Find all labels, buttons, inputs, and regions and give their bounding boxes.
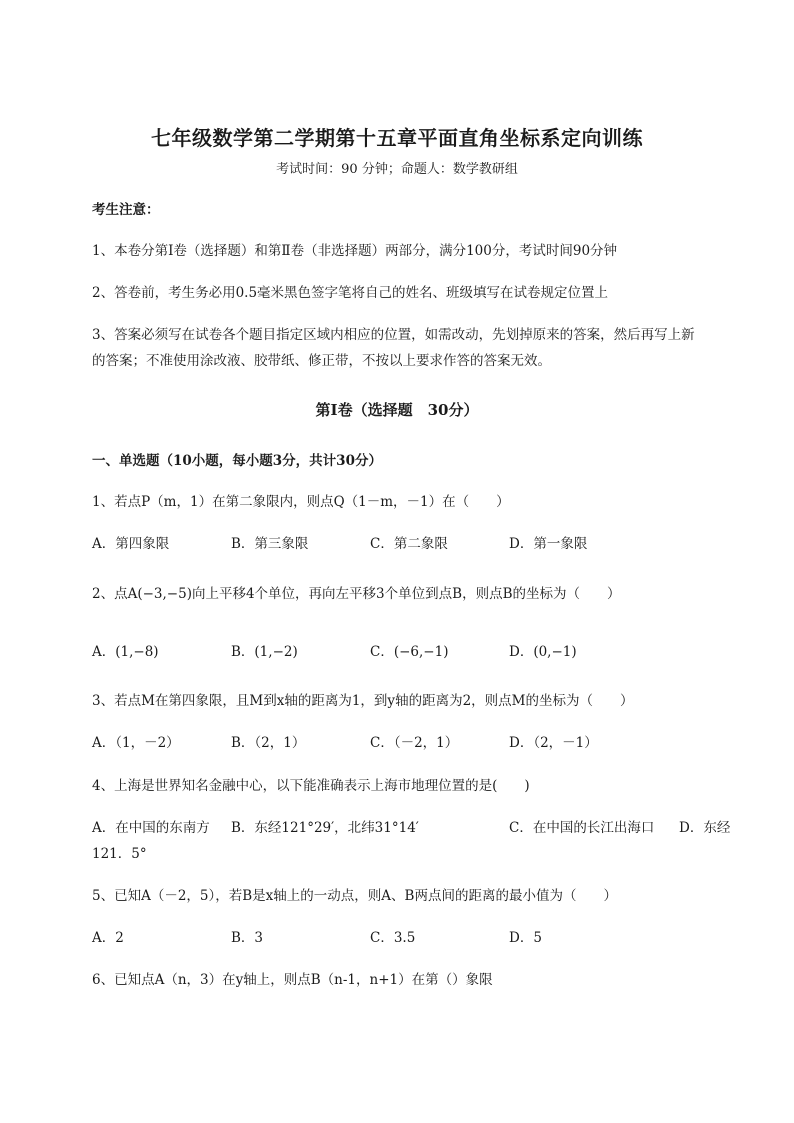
- notice-item-2: 2、答卷前，考生务必用0.5毫米黑色签字笔将自己的姓名、班级填写在试卷规定位置上: [92, 285, 609, 301]
- q5-option-d: D．5: [509, 930, 542, 946]
- q4-option-a: A．在中国的东南方: [92, 820, 210, 836]
- q4-option-c: C．在中国的长江出海口: [509, 820, 655, 836]
- q3-option-c: C．（－2，1）: [370, 735, 459, 751]
- notice-item-1: 1、本卷分第Ⅰ卷（选择题）和第Ⅱ卷（非选择题）两部分，满分100分，考试时间90分钟: [92, 243, 618, 259]
- q3-option-a: A．（1，－2）: [92, 735, 180, 751]
- exam-title: 七年级数学第二学期第十五章平面直角坐标系定向训练: [151, 126, 643, 150]
- q5-option-c: C．3.5: [370, 930, 416, 946]
- section1-heading: 一、单选题（10小题，每小题3分，共计30分）: [92, 453, 382, 469]
- notice-item-3-cont: 的答案；不准使用涂改液、胶带纸、修正带，不按以上要求作答的答案无效。: [92, 353, 551, 369]
- q2-option-b: B．(1,−2): [231, 644, 298, 660]
- q4-option-b: B．东经121°29′，北纬31°14′: [231, 820, 419, 836]
- notice-item-3: 3、答案必须写在试卷各个题目指定区域内相应的位置，如需改动，先划掉原来的答案，然后再写上新: [92, 327, 695, 343]
- q4-option-d-cont: 121．5°: [92, 846, 147, 862]
- q1-option-b: B．第三象限: [231, 536, 309, 552]
- q2-option-c: C．(−6,−1): [370, 644, 449, 660]
- question-2-stem: 2、点A(−3,−5)向上平移4个单位，再向左平移3个单位到点B，则点B的坐标为（ ）: [92, 586, 621, 602]
- q2-option-d: D．(0,−1): [509, 644, 577, 660]
- part1-heading: 第Ⅰ卷（选择题 30分）: [315, 401, 479, 419]
- question-6-stem: 6、已知点A（n，3）在y轴上，则点B（n-1，n+1）在第（）象限: [92, 972, 493, 988]
- q3-option-b: B．（2，1）: [231, 735, 306, 751]
- q1-option-d: D．第一象限: [509, 536, 588, 552]
- q1-option-c: C．第二象限: [370, 536, 448, 552]
- exam-subtitle: 考试时间：90 分钟；命题人：数学教研组: [276, 162, 518, 177]
- q5-option-a: A．2: [92, 930, 124, 946]
- q2-option-a: A．(1,−8): [92, 644, 159, 660]
- notice-heading: 考生注意：: [92, 202, 160, 218]
- question-3-stem: 3、若点M在第四象限，且M到x轴的距离为1，到y轴的距离为2，则点M的坐标为（ ）: [92, 693, 634, 709]
- q4-option-d: D．东经: [679, 820, 731, 836]
- q5-option-b: B．3: [231, 930, 264, 946]
- question-4-stem: 4、上海是世界知名金融中心，以下能准确表示上海市地理位置的是( ): [92, 778, 530, 794]
- question-5-stem: 5、已知A（－2，5），若B是x轴上的一动点，则A、B两点间的距离的最小值为（ ）: [92, 888, 617, 904]
- q3-option-d: D．（2，－1）: [509, 735, 598, 751]
- question-1-stem: 1、若点P（m，1）在第二象限内，则点Q（1－m，－1）在（ ）: [92, 494, 510, 510]
- q1-option-a: A．第四象限: [92, 536, 170, 552]
